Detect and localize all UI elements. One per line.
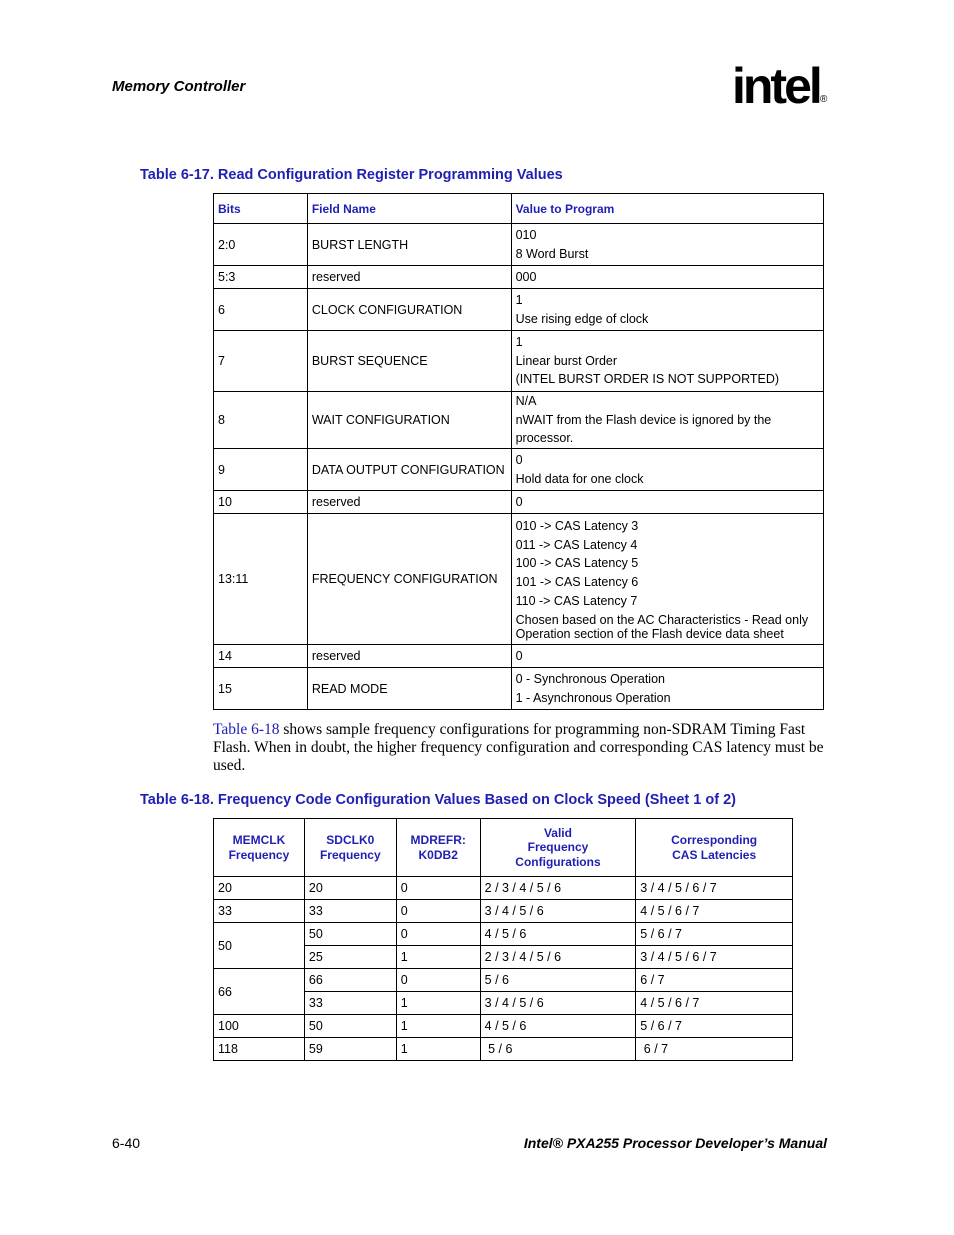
- field-name-cell: DATA OUTPUT CONFIGURATION: [307, 449, 511, 491]
- header-memclk: [214, 819, 305, 877]
- value-line: 011 -> CAS Latency 4: [515, 537, 638, 552]
- value-line: 1 - Asynchronous Operation: [515, 690, 671, 705]
- value-line: Use rising edge of clock: [515, 311, 649, 326]
- table-row: [214, 668, 824, 710]
- read-config-register-table: [213, 193, 824, 710]
- header-line: MEMCLK: [232, 833, 286, 847]
- header-line: MDREFR:: [410, 833, 466, 847]
- bits-cell: 5:3: [214, 266, 308, 289]
- bits-cell: 15: [214, 668, 308, 710]
- header-cas-latencies: [636, 819, 793, 877]
- value-line: (INTEL BURST ORDER IS NOT SUPPORTED): [515, 372, 780, 387]
- value-line: 1: [515, 292, 523, 307]
- table-6-18-link[interactable]: Table 6-18: [213, 721, 280, 738]
- table-row: [214, 923, 793, 946]
- value-line: N/A: [515, 394, 537, 408]
- logo-wordmark: intel: [732, 58, 820, 114]
- header-line: Valid: [543, 825, 572, 840]
- header-field-name: Field Name: [307, 194, 511, 224]
- sdclk0-cell: 50: [304, 923, 396, 946]
- value-cell: [511, 645, 823, 668]
- valid-config-cell: 2 / 3 / 4 / 5 / 6: [480, 877, 636, 900]
- value-line: 010: [515, 227, 537, 242]
- mdrefr-cell: 1: [396, 946, 480, 969]
- field-name-cell: READ MODE: [307, 668, 511, 710]
- value-line: 010 -> CAS Latency 3: [515, 518, 639, 533]
- memclk-cell: 100: [214, 1015, 305, 1038]
- memclk-cell: 50: [214, 923, 305, 969]
- cas-latency-cell: 6 / 7: [636, 969, 793, 992]
- frequency-code-table: [213, 818, 793, 1061]
- table-row: [214, 1015, 793, 1038]
- valid-config-cell: 4 / 5 / 6: [480, 1015, 636, 1038]
- cas-latency-cell: 5 / 6 / 7: [636, 923, 793, 946]
- value-cell: [511, 224, 823, 266]
- value-cell: [511, 289, 823, 331]
- mdrefr-cell: 0: [396, 900, 480, 923]
- bits-cell: 9: [214, 449, 308, 491]
- header-line: Corresponding: [671, 833, 758, 847]
- header-line: Frequency: [319, 847, 381, 862]
- running-header: Memory Controller: [112, 78, 246, 95]
- mdrefr-cell: 0: [396, 877, 480, 900]
- cas-latency-cell: 6 / 7: [636, 1038, 793, 1061]
- value-line: 0: [515, 494, 523, 509]
- field-name-cell: WAIT CONFIGURATION: [307, 392, 511, 449]
- value-line: nWAIT from the Flash device is ignored by the processor.: [515, 412, 772, 446]
- header-line: Frequency: [527, 840, 589, 855]
- value-cell: [511, 392, 823, 449]
- table-row: [214, 969, 793, 992]
- field-name-cell: reserved: [307, 491, 511, 514]
- value-cell: [511, 668, 823, 710]
- value-line: Chosen based on the AC Characteristics - Read only Operation section of the Flash device data sheet: [515, 613, 809, 642]
- header-line: Configurations: [515, 854, 601, 869]
- cas-latency-cell: 5 / 6 / 7: [636, 1015, 793, 1038]
- table-row: [214, 449, 824, 491]
- valid-config-cell: 4 / 5 / 6: [480, 923, 636, 946]
- memclk-cell: 118: [214, 1038, 305, 1061]
- bits-cell: 10: [214, 491, 308, 514]
- value-cell: [511, 449, 823, 491]
- value-line: 101 -> CAS Latency 6: [515, 574, 639, 589]
- table-row: [214, 1038, 793, 1061]
- table-row: [214, 900, 793, 923]
- value-line: 0: [515, 648, 523, 663]
- header-line: SDCLK0: [326, 833, 375, 847]
- header-bits: Bits: [214, 194, 308, 224]
- value-cell: [511, 514, 823, 645]
- valid-config-cell: 2 / 3 / 4 / 5 / 6: [480, 946, 636, 969]
- value-line: 8 Word Burst: [515, 246, 589, 261]
- mdrefr-cell: 1: [396, 1038, 480, 1061]
- memclk-cell: 66: [214, 969, 305, 1015]
- page-number: 6-40: [112, 1135, 141, 1151]
- memclk-cell: 20: [214, 877, 305, 900]
- mdrefr-cell: 1: [396, 1015, 480, 1038]
- header-value-to-program: Value to Program: [511, 194, 823, 224]
- header-line: K0DB2: [418, 847, 458, 862]
- field-name-cell: BURST LENGTH: [307, 224, 511, 266]
- body-paragraph: [213, 721, 827, 775]
- table-row: [214, 331, 824, 392]
- value-line: 1: [515, 334, 523, 349]
- sdclk0-cell: 20: [304, 877, 396, 900]
- table-row: [214, 491, 824, 514]
- value-line: 100 -> CAS Latency 5: [515, 556, 639, 571]
- header-mdrefr: [396, 819, 480, 877]
- bits-cell: 14: [214, 645, 308, 668]
- bits-cell: 6: [214, 289, 308, 331]
- manual-title: Intel® PXA255 Processor Developer’s Manual: [523, 1135, 827, 1151]
- field-name-cell: CLOCK CONFIGURATION: [307, 289, 511, 331]
- cas-latency-cell: 3 / 4 / 5 / 6 / 7: [636, 946, 793, 969]
- header-valid-configs: [480, 819, 636, 877]
- value-line: 110 -> CAS Latency 7: [515, 593, 638, 608]
- sdclk0-cell: 25: [304, 946, 396, 969]
- table-6-17-caption: Table 6-17. Read Configuration Register Programming Values: [140, 167, 563, 183]
- value-line: 000: [515, 269, 537, 284]
- table-header-row: [214, 194, 824, 224]
- field-name-cell: FREQUENCY CONFIGURATION: [307, 514, 511, 645]
- cas-latency-cell: 4 / 5 / 6 / 7: [636, 992, 793, 1015]
- field-name-cell: reserved: [307, 266, 511, 289]
- value-cell: [511, 331, 823, 392]
- header-sdclk0: [304, 819, 396, 877]
- valid-config-cell: 5 / 6: [480, 969, 636, 992]
- logo-registered-mark: ®: [820, 94, 828, 105]
- valid-config-cell: 5 / 6: [480, 1038, 636, 1061]
- bits-cell: 2:0: [214, 224, 308, 266]
- table-row: [214, 224, 824, 266]
- header-line: Frequency: [228, 847, 290, 862]
- table-row: [214, 514, 824, 645]
- value-line: 0 - Synchronous Operation: [515, 671, 665, 686]
- bits-cell: 8: [214, 392, 308, 449]
- valid-config-cell: 3 / 4 / 5 / 6: [480, 900, 636, 923]
- intel-logo: [732, 58, 832, 118]
- mdrefr-cell: 1: [396, 992, 480, 1015]
- table-row: [214, 266, 824, 289]
- cas-latency-cell: 3 / 4 / 5 / 6 / 7: [636, 877, 793, 900]
- table-row: [214, 645, 824, 668]
- field-name-cell: reserved: [307, 645, 511, 668]
- sdclk0-cell: 33: [304, 992, 396, 1015]
- sdclk0-cell: 50: [304, 1015, 396, 1038]
- table-row: [214, 877, 793, 900]
- value-cell: [511, 266, 823, 289]
- mdrefr-cell: 0: [396, 969, 480, 992]
- table-row: [214, 392, 824, 449]
- bits-cell: 7: [214, 331, 308, 392]
- value-line: Hold data for one clock: [515, 471, 644, 486]
- table-header-row: [214, 819, 793, 877]
- mdrefr-cell: 0: [396, 923, 480, 946]
- bits-cell: 13:11: [214, 514, 308, 645]
- value-line: 0: [515, 452, 523, 467]
- sdclk0-cell: 33: [304, 900, 396, 923]
- table-6-18-caption: Table 6-18. Frequency Code Configuration Values Based on Clock Speed (Sheet 1 of 2): [140, 792, 736, 808]
- memclk-cell: 33: [214, 900, 305, 923]
- sdclk0-cell: 59: [304, 1038, 396, 1061]
- value-cell: [511, 491, 823, 514]
- cas-latency-cell: 4 / 5 / 6 / 7: [636, 900, 793, 923]
- field-name-cell: BURST SEQUENCE: [307, 331, 511, 392]
- header-line: CAS Latencies: [672, 847, 757, 862]
- value-line: Linear burst Order: [515, 353, 618, 368]
- valid-config-cell: 3 / 4 / 5 / 6: [480, 992, 636, 1015]
- paragraph-text: shows sample frequency configurations for programming non-SDRAM Timing Fast Flash. When in doubt, the higher frequency configuration and corresponding CAS latency must be used.: [213, 721, 824, 774]
- sdclk0-cell: 66: [304, 969, 396, 992]
- table-row: [214, 289, 824, 331]
